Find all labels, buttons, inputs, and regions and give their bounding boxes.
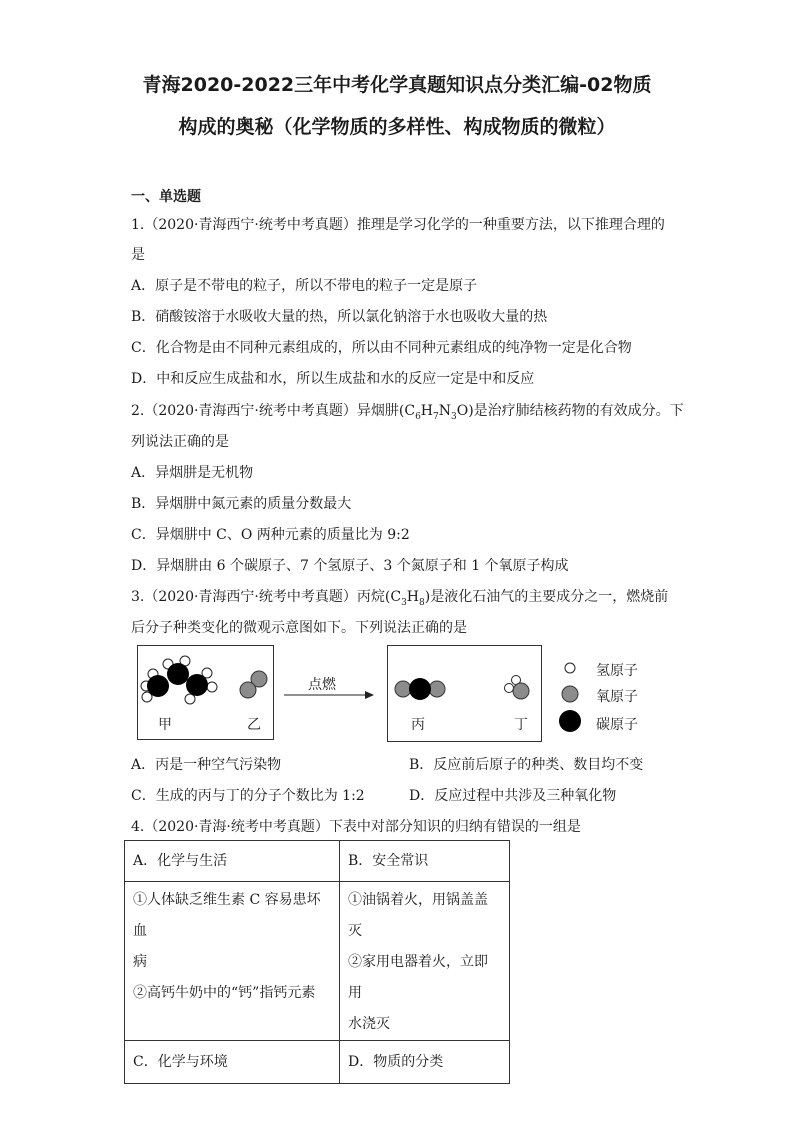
- q3-stem-text-a: 3.（2020·青海西宁·统考中考真题）丙烷(C: [131, 589, 402, 605]
- q3-option-b: B．反应前后原子的种类、数目均不变: [409, 757, 644, 773]
- carbon-atom: [409, 678, 431, 700]
- q1-option-a: A．原子是不带电的粒子，所以不带电的粒子一定是原子: [131, 278, 478, 294]
- q2-sub-c: 6: [415, 411, 421, 422]
- q2-sub-h: 7: [433, 411, 439, 422]
- q2-h: H: [420, 403, 434, 419]
- cell-a-line1: ①人体缺乏维生素 C 容易患坏血: [133, 892, 321, 939]
- oxygen-atom: [513, 683, 529, 699]
- q2-n: N: [438, 403, 451, 419]
- cell-a-line2: 病: [133, 954, 147, 970]
- oxygen-molecule: [240, 671, 267, 698]
- carbon-atom: [186, 674, 208, 696]
- q3-sub-c: 3: [401, 597, 407, 608]
- legend-oxygen-label: 氧原子: [596, 689, 638, 705]
- page-title-line2: 构成的奥秘（化学物质的多样性、构成物质的微粒）: [178, 116, 616, 138]
- q3-sub-h: 8: [419, 597, 425, 608]
- q2-option-c: C．异烟肼中 C、O 两种元素的质量比为 9:2: [131, 527, 410, 543]
- q2-option-a: A．异烟肼是无机物: [131, 465, 254, 481]
- page-title-line1: 青海2020-2022三年中考化学真题知识点分类汇编-02物质: [142, 74, 652, 96]
- q1-stem-line2: 是: [131, 247, 145, 263]
- arrow-head: [365, 691, 374, 699]
- label-yi: 乙: [247, 717, 261, 733]
- knowledge-table: [124, 840, 510, 1084]
- cell-b-line1: ①油锅着火，用锅盖盖灭: [348, 892, 488, 939]
- carbon-atom: [147, 675, 169, 697]
- q2-stem-line2: 列说法正确的是: [131, 434, 229, 450]
- q3-option-a: A．丙是一种空气污染物: [131, 757, 282, 773]
- cell-b-line2: ②家用电器着火，立即用: [348, 954, 488, 1001]
- water-molecule: [505, 676, 530, 700]
- label-ding: 丁: [514, 717, 528, 733]
- q3-option-d: D．反应过程中共涉及三种氧化物: [409, 788, 617, 804]
- oxygen-atom: [395, 681, 411, 697]
- atom-legend: [559, 663, 581, 732]
- q1-option-d: D．中和反应生成盐和水，所以生成盐和水的反应一定是中和反应: [131, 371, 535, 387]
- q2-option-d: D．异烟肼由 6 个碳原子、7 个氢原子、3 个氮原子和 1 个氧原子构成: [131, 558, 569, 574]
- q2-sub-n: 3: [451, 411, 457, 422]
- q4-stem: 4.（2020·青海·统考中考真题）下表中对部分知识的归纳有错误的一组是: [131, 819, 581, 835]
- q3-h: H: [406, 589, 420, 605]
- table-row: [125, 1041, 510, 1084]
- hydrogen-atom: [185, 694, 195, 704]
- legend-oxygen-atom: [562, 686, 578, 702]
- q1-option-c: C．化合物是由不同种元素组成的，所以由不同种元素组成的纯净物一定是化合物: [131, 340, 632, 356]
- legend-hydrogen-atom: [565, 663, 575, 673]
- label-bing: 丙: [411, 717, 425, 733]
- carbon-dioxide-molecule: [395, 678, 445, 700]
- cell-d-head: D．物质的分类: [340, 1041, 510, 1084]
- cell-b-head: B．安全常识: [340, 841, 510, 882]
- cell-c-head: C．化学与环境: [125, 1041, 340, 1084]
- legend-hydrogen-label: 氢原子: [596, 663, 638, 679]
- hydrogen-atom: [207, 682, 217, 692]
- label-jia: 甲: [158, 717, 172, 733]
- section-heading: 一、单选题: [131, 189, 201, 205]
- q1-stem-line1: 1.（2020·青海西宁·统考中考真题）推理是学习化学的一种重要方法，以下推理合理的: [131, 217, 665, 233]
- legend-carbon-atom: [559, 710, 581, 732]
- q2-option-b: B．异烟肼中氮元素的质量分数最大: [131, 496, 352, 512]
- cell-b-body: [340, 882, 510, 1041]
- oxygen-atom: [240, 682, 256, 698]
- q2-stem-text-b: O)是治疗肺结核药物的有效成分。下: [456, 403, 684, 419]
- arrow-condition: 点燃: [308, 677, 336, 693]
- q1-option-b: B．硝酸铵溶于水吸收大量的热，所以氯化钠溶于水也吸收大量的热: [131, 309, 548, 325]
- propane-molecule: [141, 656, 217, 704]
- cell-b-line3: 水浇灭: [348, 1016, 390, 1032]
- cell-a-body: [125, 882, 340, 1041]
- q3-option-c: C．生成的丙与丁的分子个数比为 1:2: [131, 788, 365, 804]
- q3-stem-text-b: )是液化石油气的主要成分之一，燃烧前: [424, 589, 669, 605]
- table-row: [125, 841, 510, 882]
- legend-carbon-label: 碳原子: [596, 717, 638, 733]
- q3-stem-line2: 后分子种类变化的微观示意图如下。下列说法正确的是: [131, 620, 467, 636]
- table-row: [125, 882, 510, 1041]
- cell-a-line3: ②高钙牛奶中的“钙”指钙元素: [133, 985, 316, 1001]
- oxygen-atom: [429, 681, 445, 697]
- cell-a-head: A．化学与生活: [125, 841, 340, 882]
- carbon-atom: [167, 663, 189, 685]
- q2-stem-text-a: 2.（2020·青海西宁·统考中考真题）异烟肼(C: [131, 403, 416, 419]
- hydrogen-atom: [505, 684, 514, 693]
